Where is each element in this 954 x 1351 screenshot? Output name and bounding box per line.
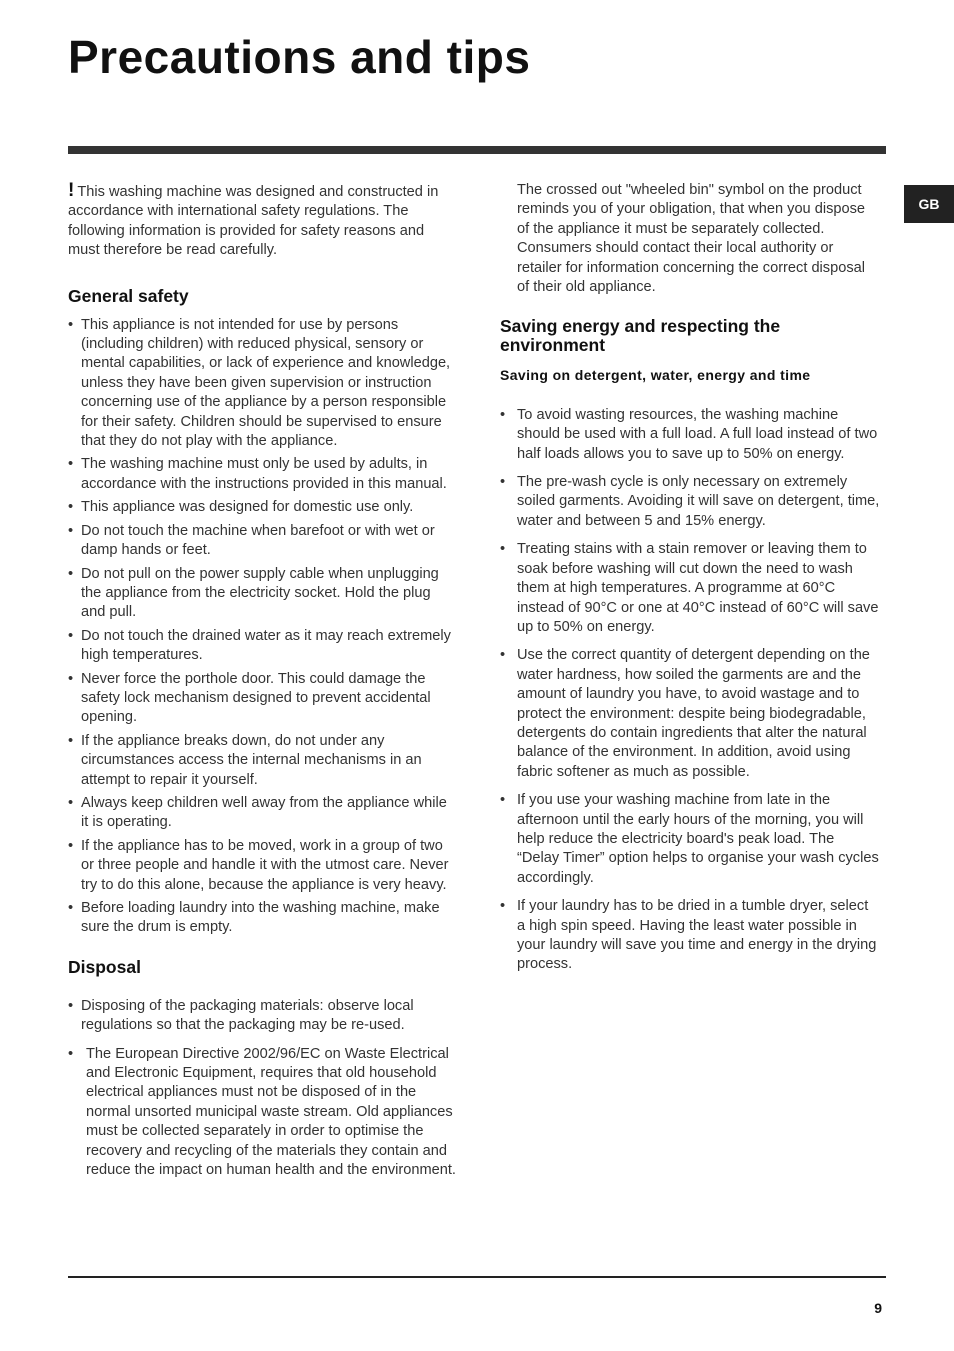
list-item: • Before loading laundry into the washing machine, make sure the drum is empty. [68,900,440,936]
general-safety-heading: General safety [68,285,189,306]
list-item: • Always keep children well away from the appliance while it is operating. [68,794,447,831]
intro-paragraph [68,181,456,261]
list-item: • Do not touch the drained water as it may reach extremely high temperatures. [68,627,451,664]
list-item: • Never force the porthole door. This could damage the safety lock mechanism designed to prevent accidental opening. [68,670,431,726]
list-item: • The washing machine must only be used by adults, in accordance with the instructions provided in this manual. [68,456,447,492]
list-item: • Use the correct quantity of detergent depending on the water hardness, how soiled the garments are and the amount of laundry you have, to avoid wastage and to protect the environment: despite being biodegradable, detergents do contain ingredients that alter the natural balance of the environment. In addition, avoid using fabric softener as much as possible. [500,647,870,780]
general-safety-list [68,316,456,938]
list-item: • If your laundry has to be dried in a tumble dryer, select a high spin speed. Having the least water possible in your laundry will save you time and energy in the drying process. [500,898,877,973]
list-item: • The pre-wash cycle is only necessary on extremely soiled garments. Avoiding it will save on detergent, time, water and between 5 and 15% energy. [500,474,880,529]
language-tab: GB [904,185,954,223]
list-item: • This appliance was designed for domestic use only. [68,499,414,516]
disposal-continued-paragraph: The crossed out "wheeled bin" symbol on the product reminds you of your obligation, that when you dispose of the appliance it must be separately collected. [517,182,866,237]
list-item: • Disposing of the packaging materials: observe local regulations so that the packaging may be re-used. [68,997,414,1034]
warning-mark: ! [68,180,75,201]
list-item: • This appliance is not intended for use by persons (including children) with reduced physical, sensory or mental capabilities, or lack of experience and knowledge, unless they have been given supervision or instruction concerning use of the appliance by a person responsible for their safety. Children should be supervised to ensure that they do not play with the appliance. [68,316,451,450]
title-rule [68,146,886,154]
list-item: • The European Directive 2002/96/EC on Waste Electrical and Electronic Equipment, requires that old household electrical appliances must not be disposed of in the normal unsorted municipal waste stream. Old appliances must be collected separately in order to optimise the recovery and recycling of the materials they contain and reduce the impact on human health and the environment. [68,1045,456,1179]
saving-subheading: Saving on detergent, water, energy and time [500,367,811,384]
list-item: • If the appliance breaks down, do not under any circumstances access the internal mechanisms in an attempt to repair it yourself. [68,732,422,788]
list-item: • Treating stains with a stain remover or leaving them to soak before washing will cut down the need to wash them at high temperatures. A programme at 60°C instead of 90°C or one at 40°C instead of 60°C will save up to 50% on energy. [500,541,879,635]
disposal-list [68,997,456,1181]
disposal-contact-paragraph: Consumers should contact their local authority or retailer for information concerning the correct disposal of their old appliance. [517,240,865,296]
saving-energy-heading: Saving energy and respecting the environment [500,316,781,356]
footer-rule [68,1276,886,1278]
disposal-heading: Disposal [68,956,141,977]
right-column [500,181,880,984]
page-number: 9 [874,1300,882,1316]
saving-energy-list [500,406,880,975]
list-item: • Do not touch the machine when barefoot or with wet or damp hands or feet. [68,522,435,559]
list-item: • If you use your washing machine from late in the afternoon until the early hours of the morning, you will help reduce the electricity board's peak load. The “Delay Timer” option helps to organise your wash cycles accordingly. [500,792,879,886]
intro-text: This washing machine was designed and constructed in accordance with international safety regulations. The following information is provided for safety reasons and must therefore be read carefully. [68,184,439,259]
page-title: Precautions and tips [68,31,531,83]
list-item: • To avoid wasting resources, the washing machine should be used with a full load. A full load instead of two half loads allows you to save up to 50% on energy. [500,406,878,462]
list-item: • If the appliance has to be moved, work in a group of two or three people and handle it with the utmost care. Never try to do this alone, because the appliance is very heavy. [68,837,449,893]
left-column [68,181,456,1184]
list-item: • Do not pull on the power supply cable when unplugging the appliance from the electricity socket. Hold the plug and pull. [68,565,439,621]
